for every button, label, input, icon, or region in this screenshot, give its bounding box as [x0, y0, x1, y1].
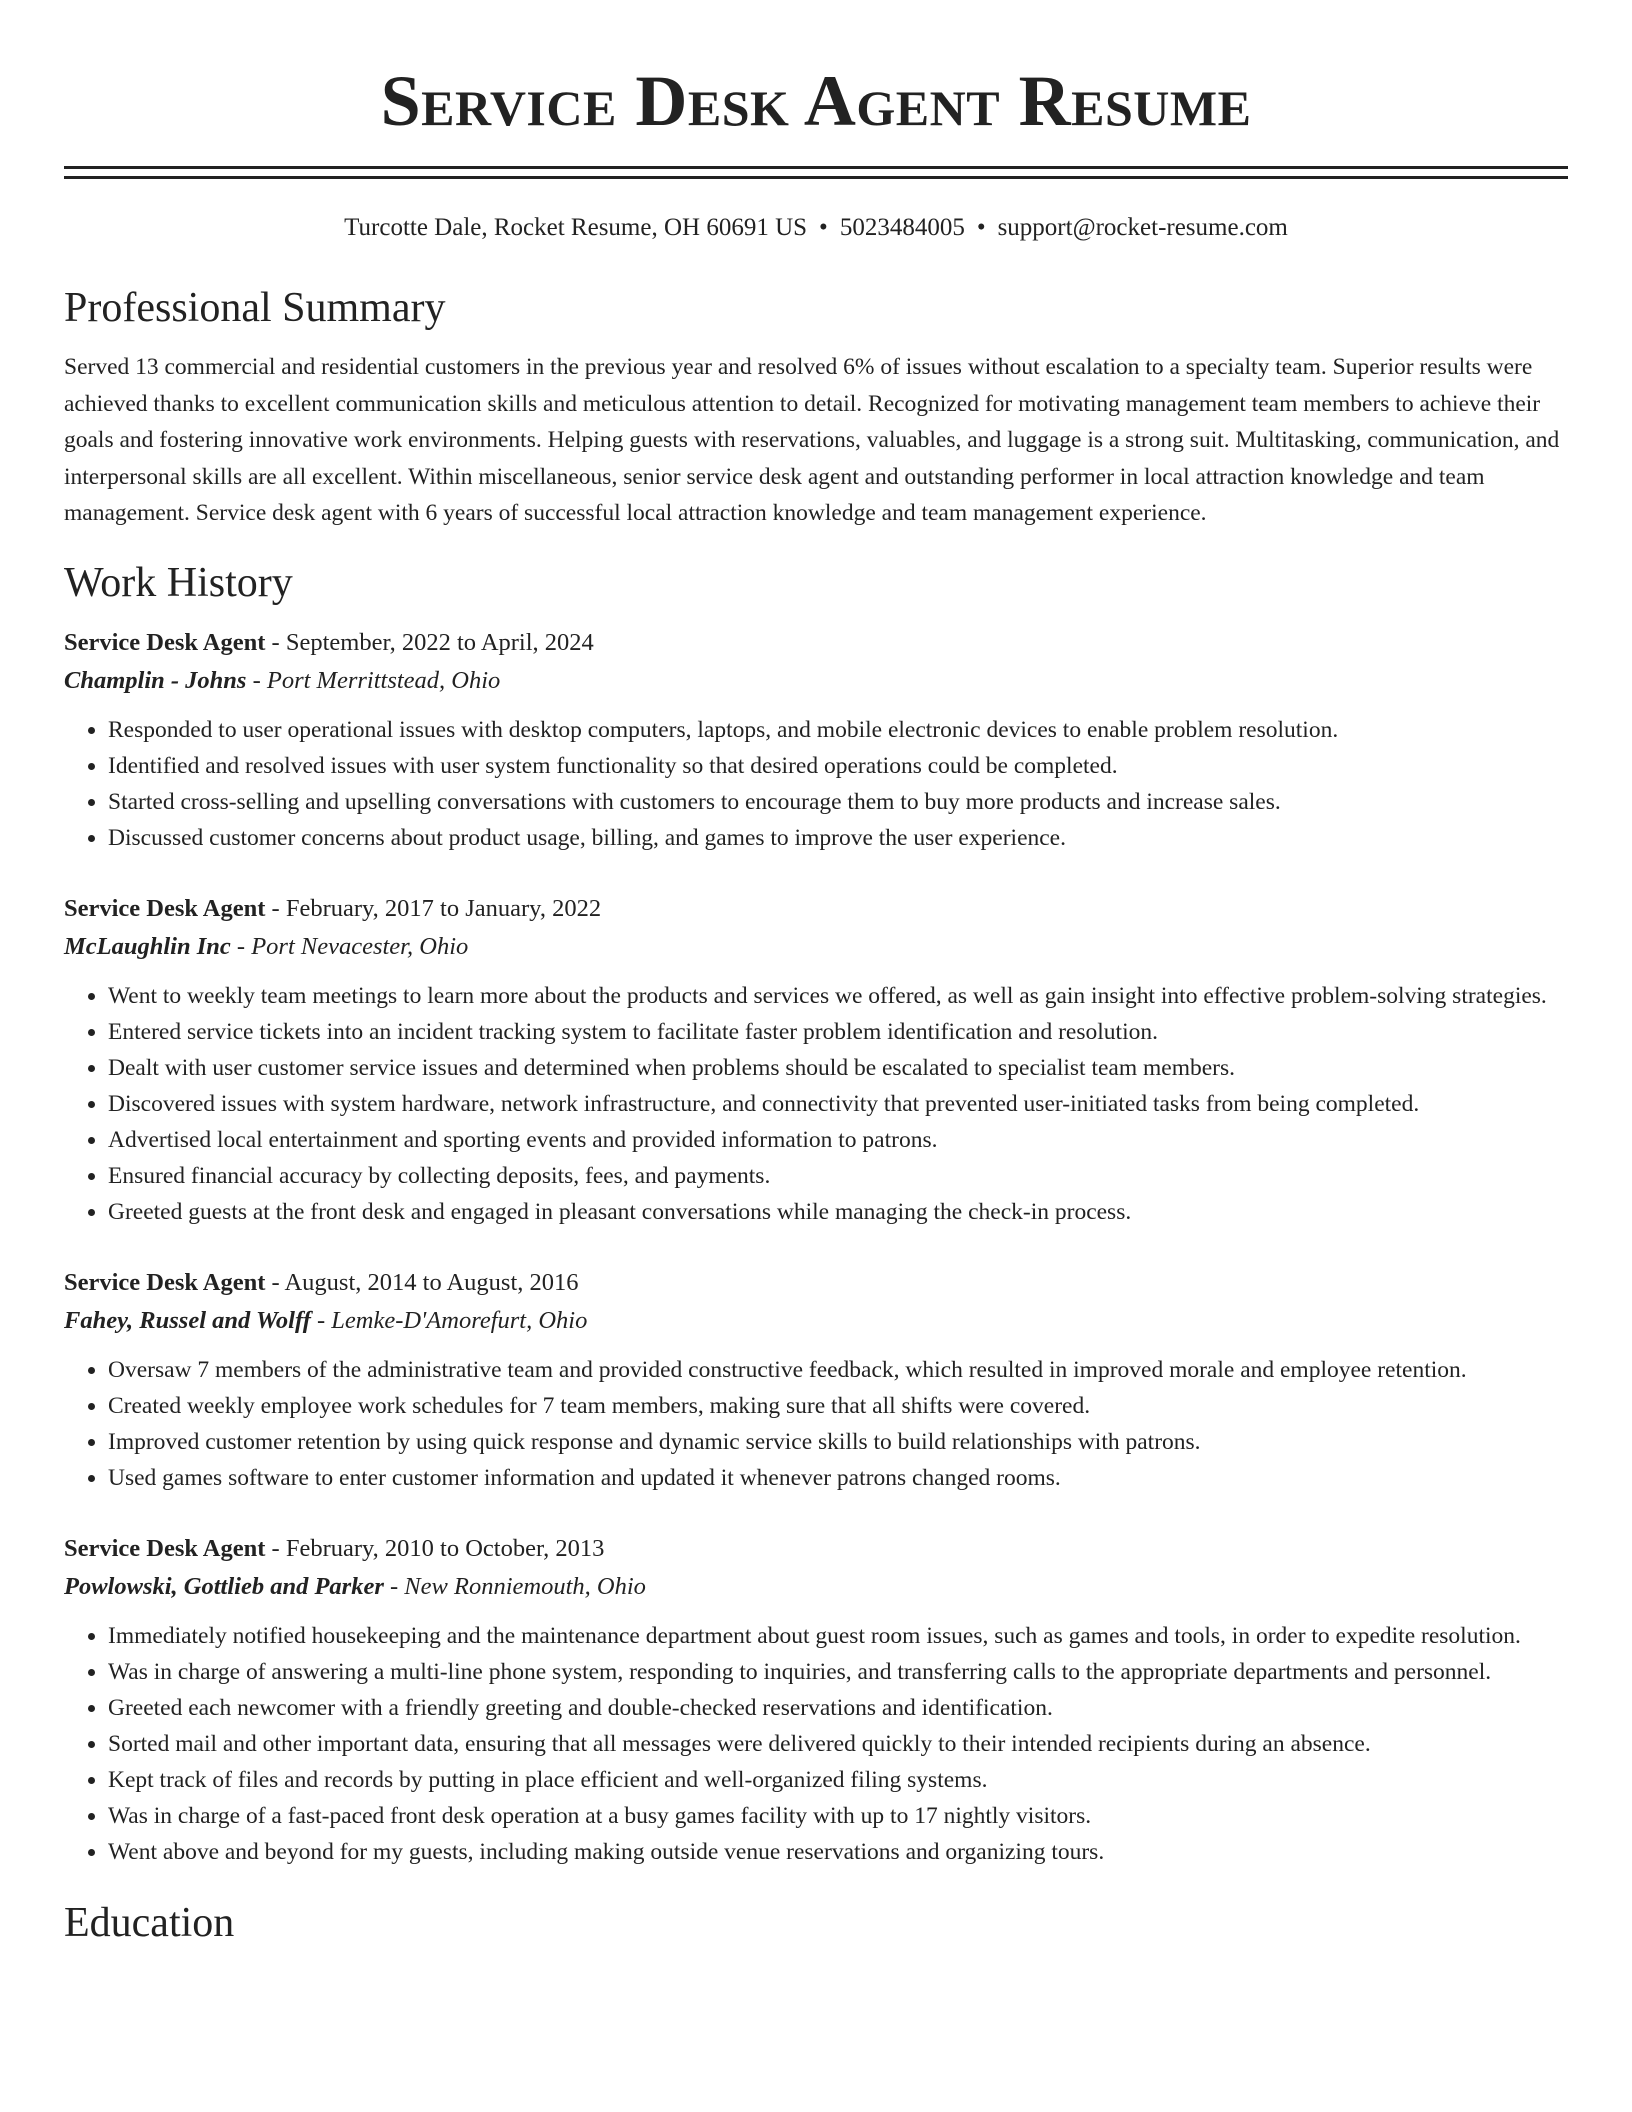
- job-title: Service Desk Agent: [64, 1268, 266, 1296]
- duty-item: • Went to weekly team meetings to learn more about the products and services we offered, as well as gain insight into effective problem-solving strategies.: [108, 978, 1568, 1014]
- duty-list: [64, 1352, 1568, 1496]
- contact-separator: •: [819, 214, 828, 241]
- job-title-line: [64, 890, 1568, 928]
- resume-title: Service Desk Agent Resume: [380, 61, 1252, 141]
- company-name: Powlowski, Gottlieb and Parker: [64, 1572, 384, 1600]
- company-line: [64, 1302, 1568, 1340]
- duty-item: • Created weekly employee work schedules for 7 team members, making sure that all shifts were covered.: [108, 1388, 1568, 1424]
- job-entry: [64, 624, 1568, 856]
- job-dates: - August, 2014 to August, 2016: [265, 1268, 579, 1296]
- duty-item: • Identified and resolved issues with user system functionality so that desired operations could be completed.: [108, 748, 1568, 784]
- duty-list: [64, 1618, 1568, 1870]
- job-title-line: [64, 1264, 1568, 1302]
- title-divider: [64, 166, 1568, 179]
- job-title: Service Desk Agent: [64, 628, 266, 656]
- job-dates: - February, 2017 to January, 2022: [265, 894, 602, 922]
- job-entry: [64, 1264, 1568, 1496]
- duty-item: • Advertised local entertainment and sporting events and provided information to patrons.: [108, 1122, 1568, 1158]
- duty-item: • Discussed customer concerns about product usage, billing, and games to improve the user experience.: [108, 820, 1568, 856]
- duty-item: • Responded to user operational issues with desktop computers, laptops, and mobile electronic devices to enable problem resolution.: [108, 712, 1568, 748]
- contact-line: [64, 213, 1568, 243]
- contact-phone: 5023484005: [839, 214, 965, 241]
- company-name: Champlin - Johns: [64, 666, 247, 694]
- company-name: Fahey, Russel and Wolff: [64, 1306, 311, 1334]
- duty-item: • Dealt with user customer service issues and determined when problems should be escalated to specialist team members.: [108, 1050, 1568, 1086]
- job-title: Service Desk Agent: [64, 1534, 266, 1562]
- duty-item: • Was in charge of a fast-paced front desk operation at a busy games facility with up to 17 nightly visitors.: [108, 1798, 1568, 1834]
- job-entry: [64, 890, 1568, 1230]
- company-line: [64, 662, 1568, 700]
- duty-list: [64, 712, 1568, 856]
- contact-address: Turcotte Dale, Rocket Resume, OH 60691 US: [344, 214, 808, 241]
- contact-separator: •: [976, 214, 986, 241]
- company-location: - Port Merrittstead, Ohio: [246, 666, 501, 694]
- company-location: - Port Nevacester, Ohio: [230, 932, 469, 960]
- duty-item: • Went above and beyond for my guests, including making outside venue reservations and organizing tours.: [108, 1834, 1568, 1870]
- company-name: McLaughlin Inc: [64, 932, 231, 960]
- duty-item: • Kept track of files and records by putting in place efficient and well-organized filing systems.: [108, 1762, 1568, 1798]
- job-title: Service Desk Agent: [64, 894, 266, 922]
- work-history-heading: Work History: [64, 559, 293, 606]
- job-title-line: [64, 1530, 1568, 1568]
- company-line: [64, 1568, 1568, 1606]
- duty-item: • Sorted mail and other important data, ensuring that all messages were delivered quickly to their intended recipients during an absence.: [108, 1726, 1568, 1762]
- duty-item: • Was in charge of answering a multi-line phone system, responding to inquiries, and transferring calls to the appropriate departments and personnel.: [108, 1654, 1568, 1690]
- duty-item: • Improved customer retention by using quick response and dynamic service skills to build relationships with patrons.: [108, 1424, 1568, 1460]
- job-title-line: [64, 624, 1568, 662]
- duty-item: • Entered service tickets into an incident tracking system to facilitate faster problem identification and resolution.: [108, 1014, 1568, 1050]
- education-heading: Education: [64, 1899, 235, 1946]
- duty-item: • Used games software to enter customer information and updated it whenever patrons changed rooms.: [108, 1460, 1568, 1496]
- company-line: [64, 928, 1568, 966]
- duty-item: • Discovered issues with system hardware, network infrastructure, and connectivity that prevented user-initiated tasks from being completed.: [108, 1086, 1568, 1122]
- duty-item: • Ensured financial accuracy by collecting deposits, fees, and payments.: [108, 1158, 1568, 1194]
- summary-heading: Professional Summary: [64, 285, 446, 331]
- contact-email: support@rocket-resume.com: [997, 214, 1288, 241]
- duty-item: • Greeted each newcomer with a friendly greeting and double-checked reservations and identification.: [108, 1690, 1568, 1726]
- duty-list: [64, 978, 1568, 1230]
- job-dates: - September, 2022 to April, 2024: [265, 628, 594, 656]
- duty-item: • Started cross-selling and upselling conversations with customers to encourage them to buy more products and increase sales.: [108, 784, 1568, 820]
- duty-item: • Immediately notified housekeeping and the maintenance department about guest room issues, such as games and tools, in order to expedite resolution.: [108, 1618, 1568, 1654]
- duty-item: • Oversaw 7 members of the administrative team and provided constructive feedback, which resulted in improved morale and employee retention.: [108, 1352, 1568, 1388]
- job-list: [64, 624, 1568, 1870]
- company-location: - New Ronniemouth, Ohio: [383, 1572, 646, 1600]
- job-dates: - February, 2010 to October, 2013: [265, 1534, 605, 1562]
- job-entry: [64, 1530, 1568, 1870]
- summary-text: Served 13 commercial and residential customers in the previous year and resolved 6% of issues without escalation to a specialty team. Superior results were achieved thanks to excellent communication skills and meticulous attention to detail. Recognized for motivating management team members to achieve their goals and fostering innovative work environments. Helping guests with reservations, valuables, and luggage is a strong suit. Multitasking, communication, and interpersonal skills are all excellent. Within miscellaneous, senior service desk agent and outstanding performer in local attraction knowledge and team management. Service desk agent with 6 years of successful local attraction knowledge and team management experience.: [64, 354, 1560, 526]
- duty-item: • Greeted guests at the front desk and engaged in pleasant conversations while managing the check-in process.: [108, 1194, 1568, 1230]
- company-location: - Lemke-D'Amorefurt, Ohio: [310, 1306, 588, 1334]
